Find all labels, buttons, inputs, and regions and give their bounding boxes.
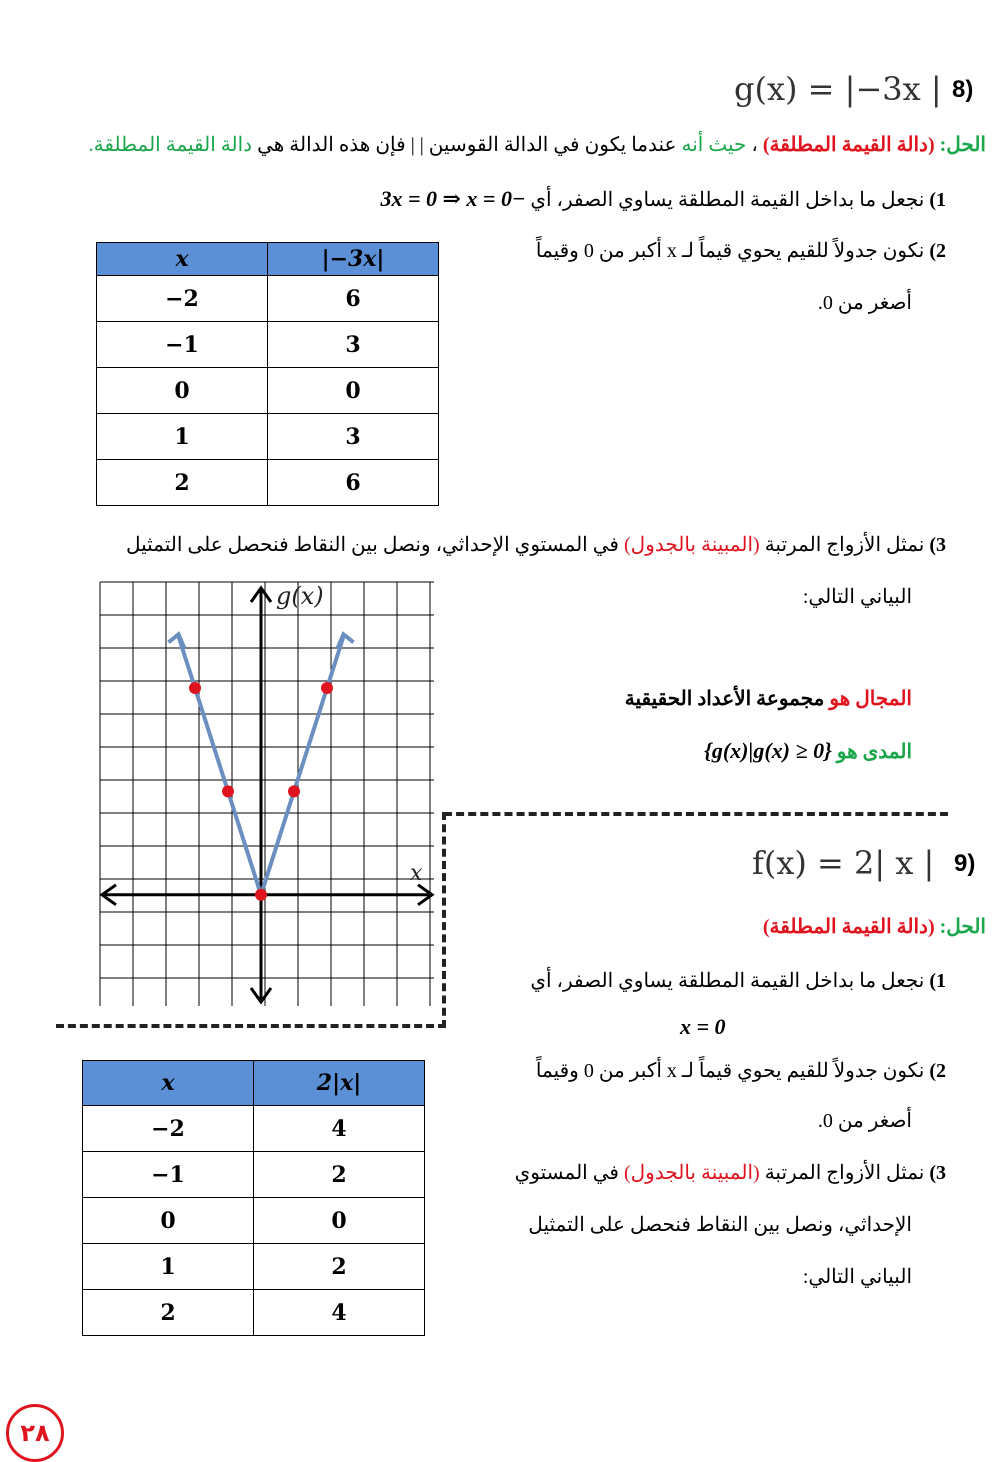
problem-8-header [730,68,980,116]
step-number: 1) [929,970,946,992]
values-table-8 [96,242,439,506]
table-row [97,460,439,506]
step-number: 2) [929,1060,946,1082]
step-2 [476,236,946,266]
step-3-line-2: البياني التالي: [802,586,912,608]
table-cell: 2 [254,1244,425,1290]
step-2-line-2: أصغر من 0. [817,292,912,314]
table-cell: 1 [83,1244,254,1290]
table-cell: 6 [268,276,439,322]
table-header: |−3x| [268,243,439,276]
range-label: المدى هو [836,741,912,763]
table-cell: −1 [97,322,268,368]
data-point [222,785,234,797]
step-3-9-line-2: الإحداثي، ونصل بين النقاط فنحصل على التمثيل [528,1214,912,1236]
table-header: x [83,1061,254,1106]
problem-number: 8) [952,76,974,103]
function-type: (دالة القيمة المطلقة) [762,916,935,938]
table-cell: 4 [254,1290,425,1336]
domain-text: مجموعة الأعداد الحقيقية [624,688,825,710]
table-header: x [97,243,268,276]
table-cell: 2 [254,1152,425,1198]
page-number: ٢٨ [6,1404,64,1462]
step-math: −3x = 0 ⇒ x = 0 [380,186,526,211]
table-cell: −2 [97,276,268,322]
conclusion-text: دالة القيمة المطلقة. [88,134,253,156]
table-row [97,368,439,414]
step-text: نمثل الأزواج المرتبة [764,1162,925,1184]
step-text: في المستوي [514,1162,619,1184]
table-row [83,1198,425,1244]
step-1-math: x = 0 [680,1014,726,1039]
table-cell: 0 [97,368,268,414]
solution-label: الحل: [939,916,986,938]
because-text: حيث أنه [681,134,747,156]
step-number: 2) [929,240,946,262]
table-header-row [97,243,439,276]
step-text: في المستوي الإحداثي، ونصل بين النقاط فنحصل على التمثيل [125,534,619,556]
step-3-9 [476,1158,946,1188]
table-header-row [83,1061,425,1106]
table-cell: 4 [254,1106,425,1152]
data-point [255,889,267,901]
problem-equation: g(x) = |−3x | [734,70,942,108]
table-cell: −2 [83,1106,254,1152]
table-cell: 0 [83,1198,254,1244]
step-3-9-line-3: البياني التالي: [802,1266,912,1288]
table-cell: 2 [97,460,268,506]
section-divider-top [444,812,948,816]
table-cell: −1 [83,1152,254,1198]
table-cell: 3 [268,414,439,460]
step-1-9 [486,966,946,996]
problem-number: 9) [954,850,976,877]
values-table-9 [82,1060,425,1336]
data-point [321,682,333,694]
table-row [83,1244,425,1290]
domain-label: المجال هو [829,688,912,710]
solution-label: الحل: [939,134,986,156]
table-row [97,276,439,322]
function-type: (دالة القيمة المطلقة) [762,134,935,156]
step-highlight: (المبينة بالجدول) [623,534,760,556]
graph-8 [96,578,438,1010]
table-row [83,1106,425,1152]
table-cell: 3 [268,322,439,368]
step-text: نكون جدولاً للقيم يحوي قيماً لـ x أكبر من 0 وقيماً [535,240,925,262]
step-text: نكون جدولاً للقيم يحوي قيماً لـ x أكبر من 0 وقيماً [535,1060,925,1082]
step-2-9 [476,1056,946,1086]
line-arrow-left [169,634,185,648]
table-row [83,1290,425,1336]
solution-intro [6,130,986,160]
step-3 [6,530,946,560]
table-row [97,322,439,368]
data-point [189,682,201,694]
table-row [97,414,439,460]
table-cell: 0 [268,368,439,414]
step-2-9-line-2: أصغر من 0. [817,1110,912,1132]
section-divider-vertical [442,812,446,1028]
data-point [288,785,300,797]
table-cell: 0 [254,1198,425,1244]
step-number: 1) [929,189,946,211]
table-cell: 1 [97,414,268,460]
line-arrow-right [338,634,354,648]
table-header: 2|x| [254,1061,425,1106]
step-1 [246,184,946,215]
problem-equation: f(x) = 2| x | [752,844,935,882]
range-statement [512,736,912,767]
table-cell: 2 [83,1290,254,1336]
domain-statement [512,684,912,714]
section-divider-bottom [56,1024,446,1028]
table-cell: 6 [268,460,439,506]
step-text: نمثل الأزواج المرتبة [764,534,925,556]
y-axis-label: g(x) [276,582,324,610]
table-row [83,1152,425,1198]
x-axis-label: x [410,861,423,886]
graph-axes [102,588,432,1002]
step-number: 3) [929,1162,946,1184]
problem-9-header [748,842,988,890]
step-text: نجعل ما بداخل القيمة المطلقة يساوي الصفر، أي [530,189,925,211]
reason-text: عندما يكون في الدالة القوسين | | فإن هذه الدالة هي [257,134,677,156]
step-text: نجعل ما بداخل القيمة المطلقة يساوي الصفر، أي [530,970,925,992]
step-highlight: (المبينة بالجدول) [623,1162,760,1184]
separator: ، [751,134,758,156]
solution-intro-9 [486,912,986,942]
graph-grid [100,582,434,1006]
range-math: {g(x)|g(x) ≥ 0} [704,738,832,763]
step-number: 3) [929,534,946,556]
